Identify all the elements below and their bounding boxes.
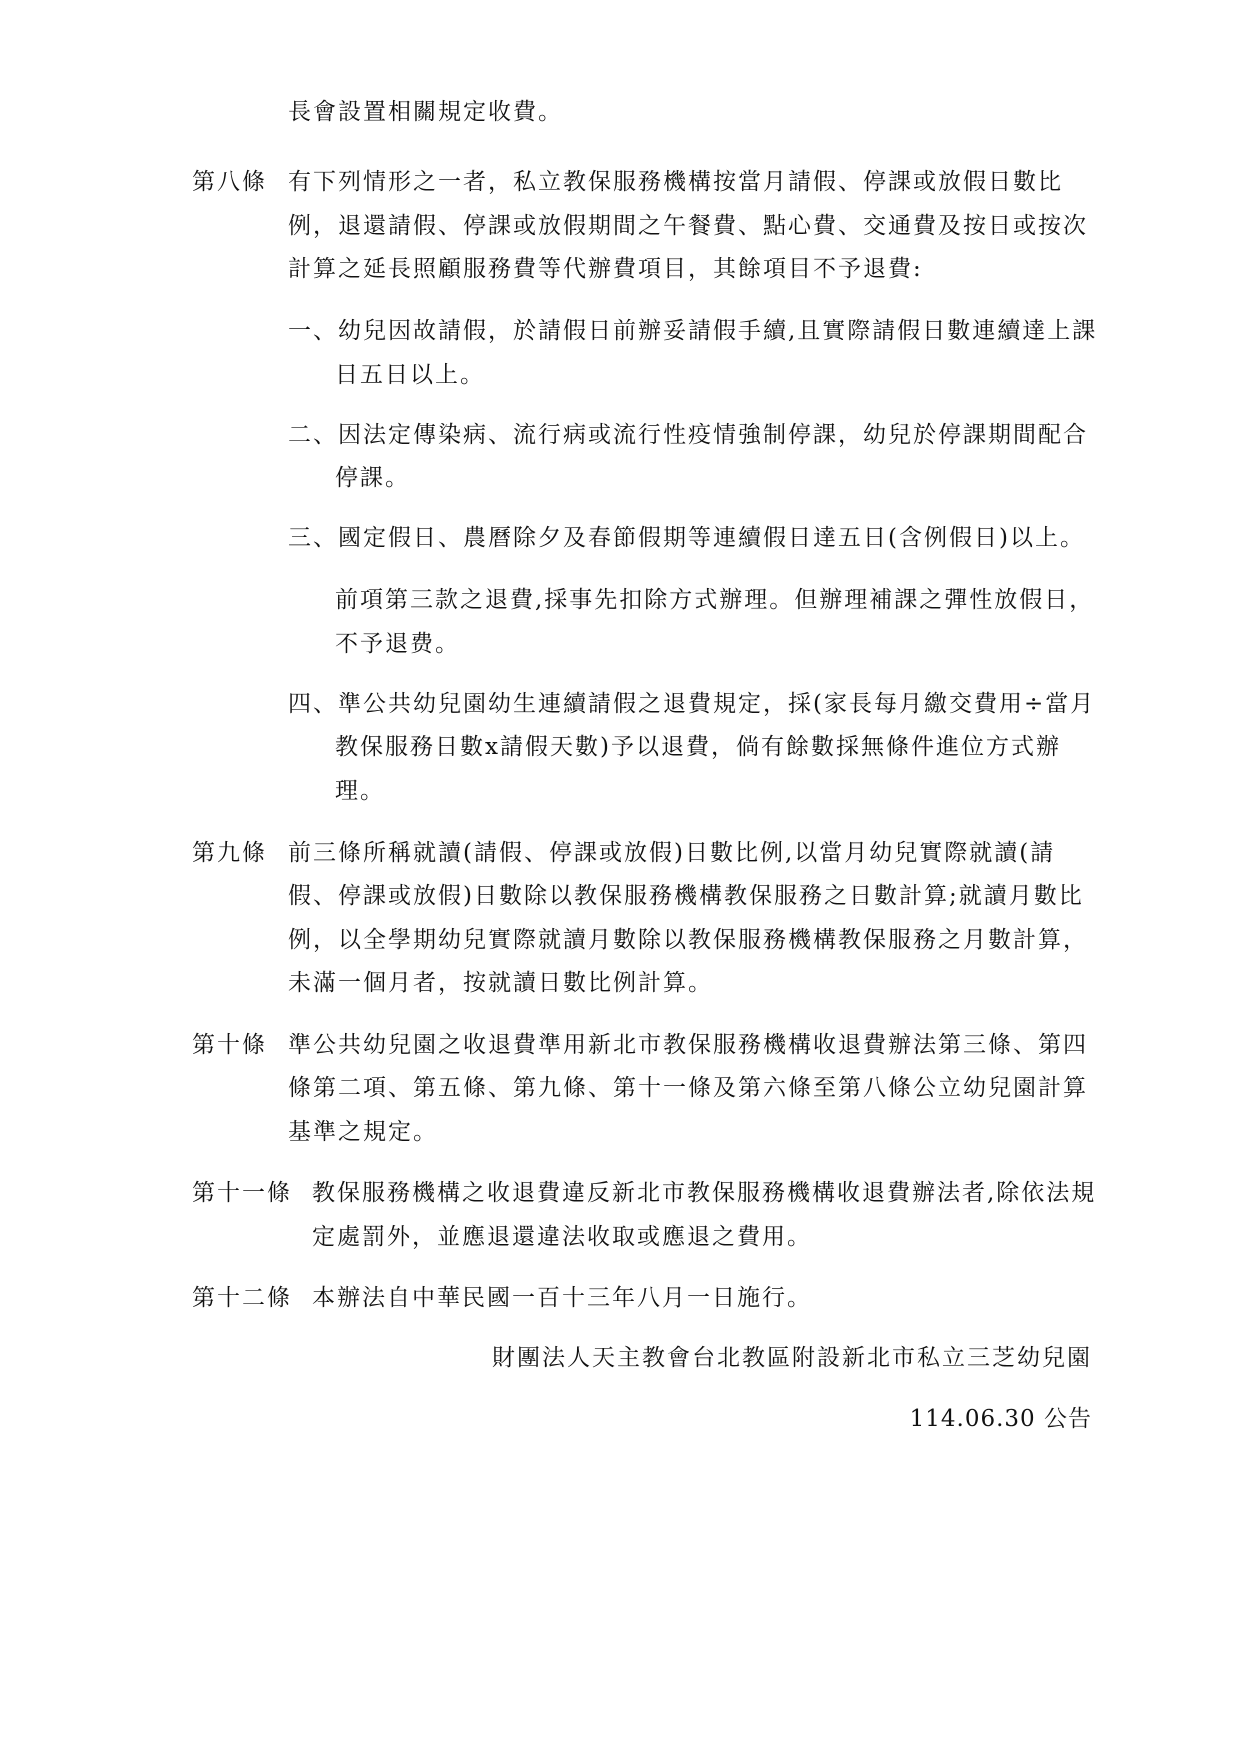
article-8-item-2-line: 停課。 (335, 465, 410, 491)
article-9-line: 未滿一個月者，按就讀日數比例計算。 (288, 970, 713, 996)
article-8-item-1-line: 一、幼兒因故請假，於請假日前辦妥請假手續,且實際請假日數連續達上課 (288, 318, 1098, 344)
article-8-item-1-line: 日五日以上。 (335, 362, 485, 388)
article-9-label: 第九條 (192, 840, 267, 866)
issuer-name: 財團法人天主教會台北教區附設新北市私立三芝幼兒園 (492, 1345, 1092, 1371)
article-10-line: 準公共幼兒園之收退費準用新北市教保服務機構收退費辦法第三條、第四 (288, 1032, 1088, 1058)
continued-line: 長會設置相關規定收費。 (288, 99, 563, 125)
article-9-line: 前三條所稱就讀(請假、停課或放假)日數比例,以當月幼兒實際就讀(請 (288, 840, 1056, 866)
article-11-line: 定處罰外，並應退還違法收取或應退之費用。 (312, 1224, 812, 1250)
article-11-line: 教保服務機構之收退費違反新北市教保服務機構收退費辦法者,除依法規 (312, 1180, 1097, 1206)
article-8-item-2-line: 二、因法定傳染病、流行病或流行性疫情強制停課，幼兒於停課期間配合 (288, 422, 1088, 448)
article-8-item-3-line: 三、國定假日、農曆除夕及春節假期等連續假日達五日(含例假日)以上。 (288, 525, 1085, 551)
article-10-line: 基準之規定。 (288, 1119, 438, 1145)
article-8-note-line: 不予退费。 (335, 631, 460, 657)
article-8-note-line: 前項第三款之退費,採事先扣除方式辦理。但辦理補課之彈性放假日， (335, 587, 1095, 613)
article-8-line: 例，退還請假、停課或放假期間之午餐費、點心費、交通費及按日或按次 (288, 213, 1088, 239)
article-10-label: 第十條 (192, 1032, 267, 1058)
article-9-line: 假、停課或放假)日數除以教保服務機構教保服務之日數計算;就讀月數比 (288, 883, 1084, 909)
article-10-line: 條第二項、第五條、第九條、第十一條及第六條至第八條公立幼兒園計算 (288, 1075, 1088, 1101)
article-12-label: 第十二條 (192, 1285, 292, 1311)
article-8-label: 第八條 (192, 169, 267, 195)
article-8-line: 有下列情形之一者，私立教保服務機構按當月請假、停課或放假日數比 (288, 169, 1063, 195)
article-8-line: 計算之延長照顧服務費等代辦費項目，其餘項目不予退費: (288, 256, 923, 282)
article-8-item-4-line: 理。 (335, 778, 385, 804)
article-11-label: 第十一條 (192, 1180, 292, 1206)
announcement-date: 114.06.30 公告 (909, 1406, 1092, 1432)
article-9-line: 例，以全學期幼兒實際就讀月數除以教保服務機構教保服務之月數計算， (288, 927, 1088, 953)
article-12-line: 本辦法自中華民國一百十三年八月一日施行。 (312, 1285, 812, 1311)
article-8-item-4-line: 教保服務日數x請假天數)予以退費，倘有餘數採無條件進位方式辦 (335, 734, 1061, 760)
article-8-item-4-line: 四、準公共幼兒園幼生連續請假之退費規定，採(家長每月繳交費用÷當月 (288, 691, 1096, 717)
